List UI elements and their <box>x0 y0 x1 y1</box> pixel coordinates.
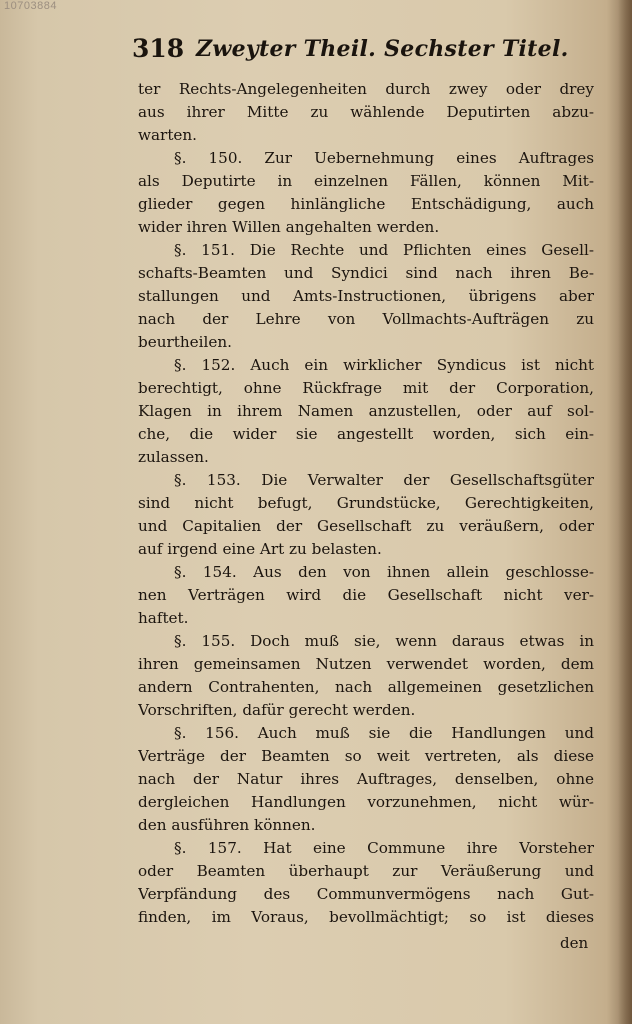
text-line: §. 156. Auch muß sie die Handlungen und <box>174 724 594 742</box>
text-line: Verträge der Beamten so weit vertreten, als diese <box>138 747 594 765</box>
text-line: oder Beamten überhaupt zur Veräußerung und <box>138 862 594 880</box>
text-line: finden, im Voraus, bevollmächtigt; so ist dieses <box>138 908 594 926</box>
text-line: dergleichen Handlungen vorzunehmen, nicht wür- <box>138 793 594 811</box>
text-line: nach der Lehre von Vollmachts-Aufträgen zu <box>138 310 594 328</box>
text-line: ihren gemeinsamen Nutzen verwendet worden, dem <box>138 655 594 673</box>
text-line: §. 150. Zur Uebernehmung eines Auftrages <box>174 149 594 167</box>
page-header <box>132 34 569 70</box>
text-line: den ausführen können. <box>138 816 316 834</box>
text-line: zulassen. <box>138 448 209 466</box>
text-line: warten. <box>138 126 198 144</box>
page-number: 318 <box>132 34 185 63</box>
text-line: Vorschriften, dafür gerecht werden. <box>138 701 416 719</box>
text-line: sind nicht befugt, Grundstücke, Gerechtigkeiten, <box>138 494 594 512</box>
body-text <box>138 78 594 929</box>
text-line: nach der Natur ihres Auftrages, denselben, ohne <box>138 770 594 788</box>
text-line: wider ihren Willen angehalten werden. <box>138 218 440 236</box>
text-line: haftet. <box>138 609 189 627</box>
text-line: beurtheilen. <box>138 333 232 351</box>
text-line: §. 155. Doch muß sie, wenn daraus etwas in <box>174 632 594 650</box>
text-line: nen Verträgen wird die Gesellschaft nicht ver- <box>138 586 594 604</box>
text-line: berechtigt, ohne Rückfrage mit der Corporation, <box>138 379 594 397</box>
catchword: den <box>560 934 589 952</box>
text-line: ter Rechts-Angelegenheiten durch zwey oder drey <box>138 80 594 98</box>
text-line: §. 153. Die Verwalter der Gesellschaftsgüter <box>174 471 594 489</box>
text-line: §. 152. Auch ein wirklicher Syndicus ist nicht <box>174 356 594 374</box>
text-line: und Capitalien der Gesellschaft zu veräußern, oder <box>138 517 594 535</box>
text-line: glieder gegen hinlängliche Entschädigung, auch <box>138 195 594 213</box>
text-line: §. 157. Hat eine Commune ihre Vorsteher <box>174 839 594 857</box>
text-line: §. 151. Die Rechte und Pflichten eines Gesell- <box>174 241 594 259</box>
text-line: che, die wider sie angestellt worden, sich ein- <box>138 425 594 443</box>
text-line: Verpfändung des Communvermögens nach Gut- <box>138 885 594 903</box>
text-line: aus ihrer Mitte zu wählende Deputirten abzu- <box>138 103 594 121</box>
text-line: stallungen und Amts-Instructionen, übrigens aber <box>138 287 594 305</box>
text-line: §. 154. Aus den von ihnen allein geschlosse- <box>174 563 594 581</box>
text-line: als Deputirte in einzelnen Fällen, können Mit- <box>138 172 594 190</box>
text-line: auf irgend eine Art zu belasten. <box>138 540 382 558</box>
running-head: Zweyter Theil. Sechster Titel. <box>196 36 569 62</box>
text-line: andern Contrahenten, nach allgemeinen gesetzlichen <box>138 678 594 696</box>
text-line: schafts-Beamten und Syndici sind nach ihren Be- <box>138 264 594 282</box>
text-line: Klagen in ihrem Namen anzustellen, oder auf sol- <box>138 402 594 420</box>
library-stamp: 10703884 <box>4 0 57 12</box>
